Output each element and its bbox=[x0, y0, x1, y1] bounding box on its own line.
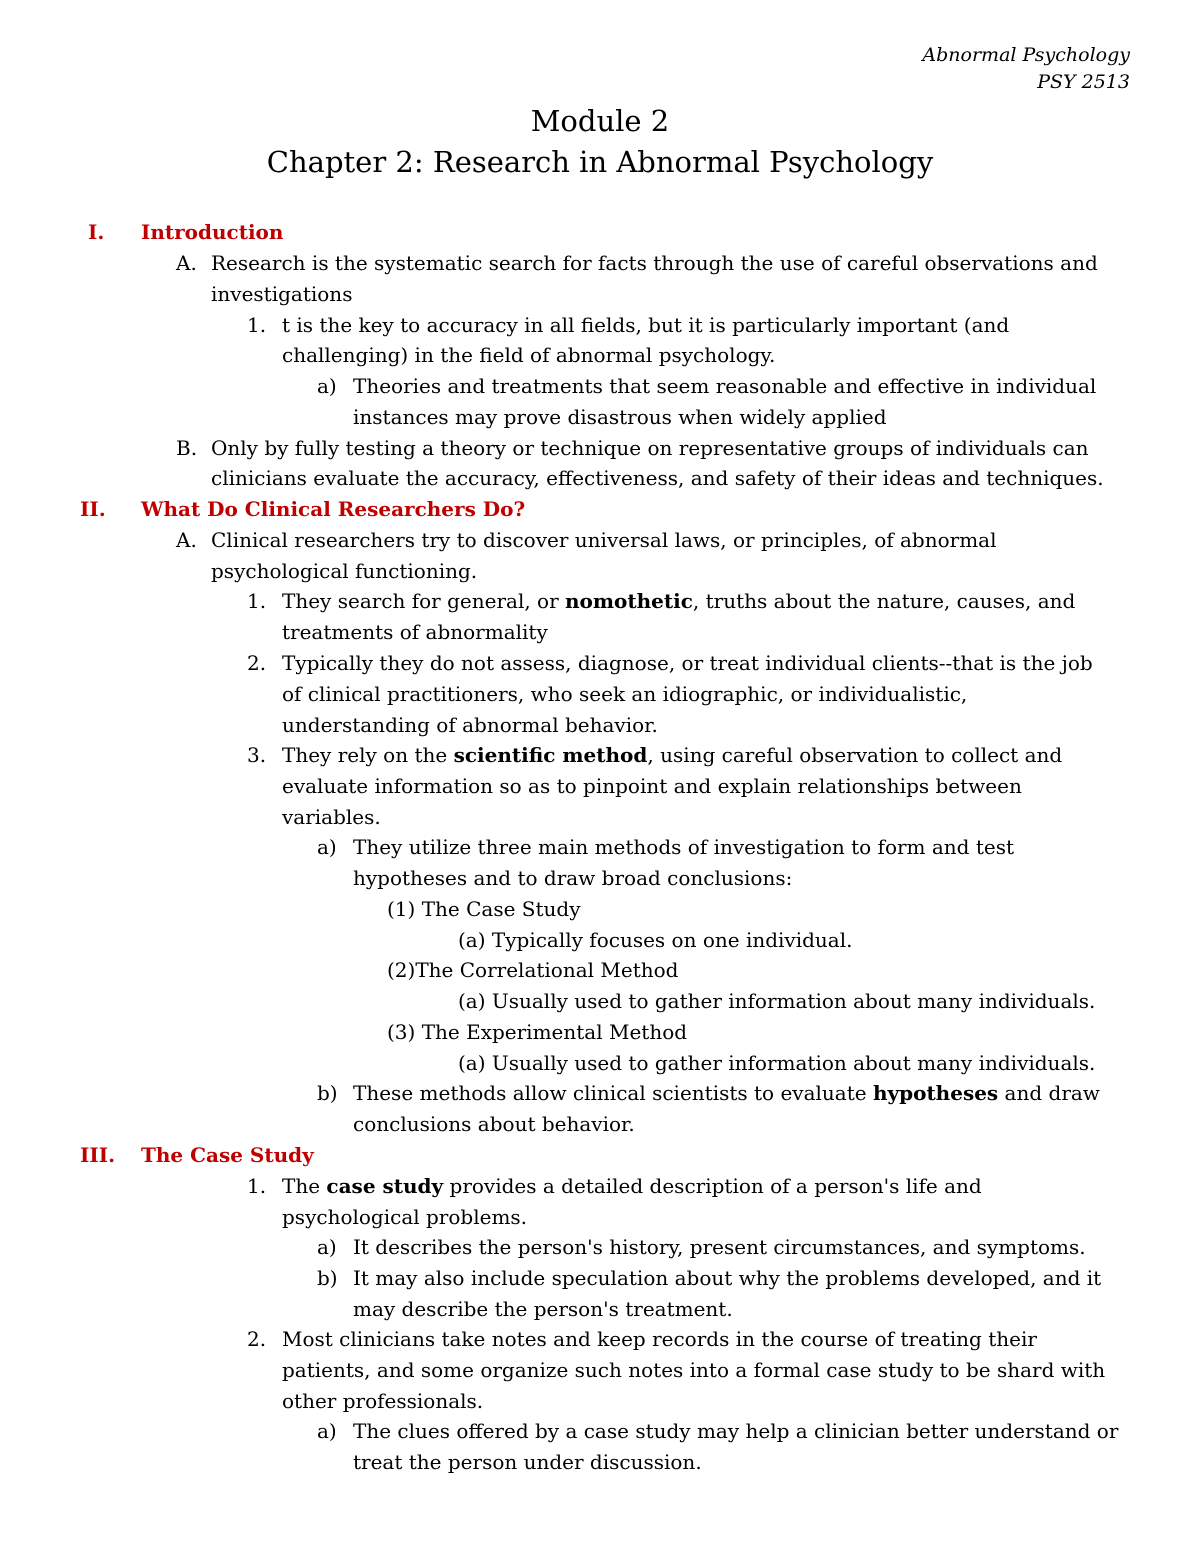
key-term: hypotheses bbox=[872, 1081, 999, 1105]
course-code: PSY 2513 bbox=[1037, 71, 1130, 93]
outline-text: Only by fully testing a theory or technique on representative groups of individuals can bbox=[211, 436, 1089, 460]
outline-text: The case study provides a detailed description of a person's life and bbox=[282, 1174, 982, 1198]
section-number: III. bbox=[80, 1143, 116, 1167]
outline-text: clinicians evaluate the accuracy, effectiveness, and safety of their ideas and techniques. bbox=[211, 466, 1104, 490]
outline-text: It describes the person's history, present circumstances, and symptoms. bbox=[353, 1235, 1086, 1259]
outline-text: Typically they do not assess, diagnose, or treat individual clients--that is the job bbox=[282, 651, 1093, 675]
outline-text: It may also include speculation about why the problems developed, and it bbox=[353, 1266, 1102, 1290]
module-title: Module 2 bbox=[530, 104, 670, 138]
method-subitem: (a) Usually used to gather information about many individuals. bbox=[458, 989, 1096, 1013]
outline-text: Research is the systematic search for facts through the use of careful observations and bbox=[211, 251, 1098, 275]
outline-text: Clinical researchers try to discover universal laws, or principles, of abnormal bbox=[211, 528, 997, 552]
outline-text: Theories and treatments that seem reasonable and effective in individual bbox=[353, 374, 1097, 398]
method-item: (3) The Experimental Method bbox=[387, 1020, 688, 1044]
outline-label: 1. bbox=[247, 1174, 267, 1198]
outline-text: evaluate information so as to pinpoint and explain relationships between bbox=[282, 774, 1022, 798]
outline-label: B. bbox=[176, 436, 198, 460]
outline-label: A. bbox=[176, 251, 197, 275]
section-number: I. bbox=[88, 220, 105, 244]
section-heading: What Do Clinical Researchers Do? bbox=[141, 497, 526, 521]
key-term: nomothetic bbox=[565, 589, 693, 613]
outline-label: a) bbox=[317, 374, 337, 398]
key-term: case study bbox=[326, 1174, 444, 1198]
outline-text: understanding of abnormal behavior. bbox=[282, 713, 658, 737]
outline-text: conclusions about behavior. bbox=[353, 1112, 635, 1136]
section-number: II. bbox=[80, 497, 106, 521]
outline-label: a) bbox=[317, 1235, 337, 1259]
outline-label: 2. bbox=[247, 651, 267, 675]
key-term: scientific method bbox=[453, 743, 648, 767]
method-subitem: (a) Usually used to gather information about many individuals. bbox=[458, 1051, 1096, 1075]
outline-text: other professionals. bbox=[282, 1389, 484, 1413]
outline-text: They rely on the scientific method, using careful observation to collect and bbox=[282, 743, 1063, 767]
method-subitem: (a) Typically focuses on one individual. bbox=[458, 928, 853, 952]
outline-text: of clinical practitioners, who seek an idiographic, or individualistic, bbox=[282, 682, 968, 706]
outline-text: t is the key to accuracy in all fields, but it is particularly important (and bbox=[282, 313, 1010, 337]
outline-text: instances may prove disastrous when widely applied bbox=[353, 405, 887, 429]
outline-text: hypotheses and to draw broad conclusions: bbox=[353, 866, 793, 890]
chapter-title: Chapter 2: Research in Abnormal Psychology bbox=[266, 145, 934, 179]
page-header bbox=[922, 42, 1130, 96]
outline-text: patients, and some organize such notes into a formal case study to be shard with bbox=[282, 1358, 1106, 1382]
outline-label: b) bbox=[317, 1266, 338, 1290]
method-item: (2)The Correlational Method bbox=[387, 958, 679, 982]
outline-text: challenging) in the field of abnormal psychology. bbox=[282, 343, 776, 367]
outline-text: These methods allow clinical scientists to evaluate hypotheses and draw bbox=[353, 1081, 1100, 1105]
outline-label: 1. bbox=[247, 313, 267, 337]
outline-text: variables. bbox=[282, 805, 381, 829]
outline-label: 3. bbox=[247, 743, 267, 767]
outline-label: a) bbox=[317, 1419, 337, 1443]
outline-text: investigations bbox=[211, 282, 353, 306]
outline-label: a) bbox=[317, 835, 337, 859]
course-name: Abnormal Psychology bbox=[922, 44, 1130, 66]
section-heading: The Case Study bbox=[141, 1143, 314, 1167]
outline-label: A. bbox=[176, 528, 197, 552]
outline-text: The clues offered by a case study may help a clinician better understand or bbox=[353, 1419, 1119, 1443]
method-item: (1) The Case Study bbox=[387, 897, 581, 921]
outline-text: may describe the person's treatment. bbox=[353, 1297, 733, 1321]
outline-label: 2. bbox=[247, 1327, 267, 1351]
outline-label: 1. bbox=[247, 589, 267, 613]
section-heading: Introduction bbox=[141, 220, 284, 244]
outline-label: b) bbox=[317, 1081, 338, 1105]
outline-text: psychological functioning. bbox=[211, 559, 478, 583]
outline-text: treatments of abnormality bbox=[282, 620, 548, 644]
outline-text: They utilize three main methods of investigation to form and test bbox=[353, 835, 1015, 859]
outline-text: Most clinicians take notes and keep records in the course of treating their bbox=[282, 1327, 1037, 1351]
outline-text: They search for general, or nomothetic, truths about the nature, causes, and bbox=[282, 589, 1076, 613]
outline-text: treat the person under discussion. bbox=[353, 1450, 702, 1474]
outline-text: psychological problems. bbox=[282, 1205, 528, 1229]
